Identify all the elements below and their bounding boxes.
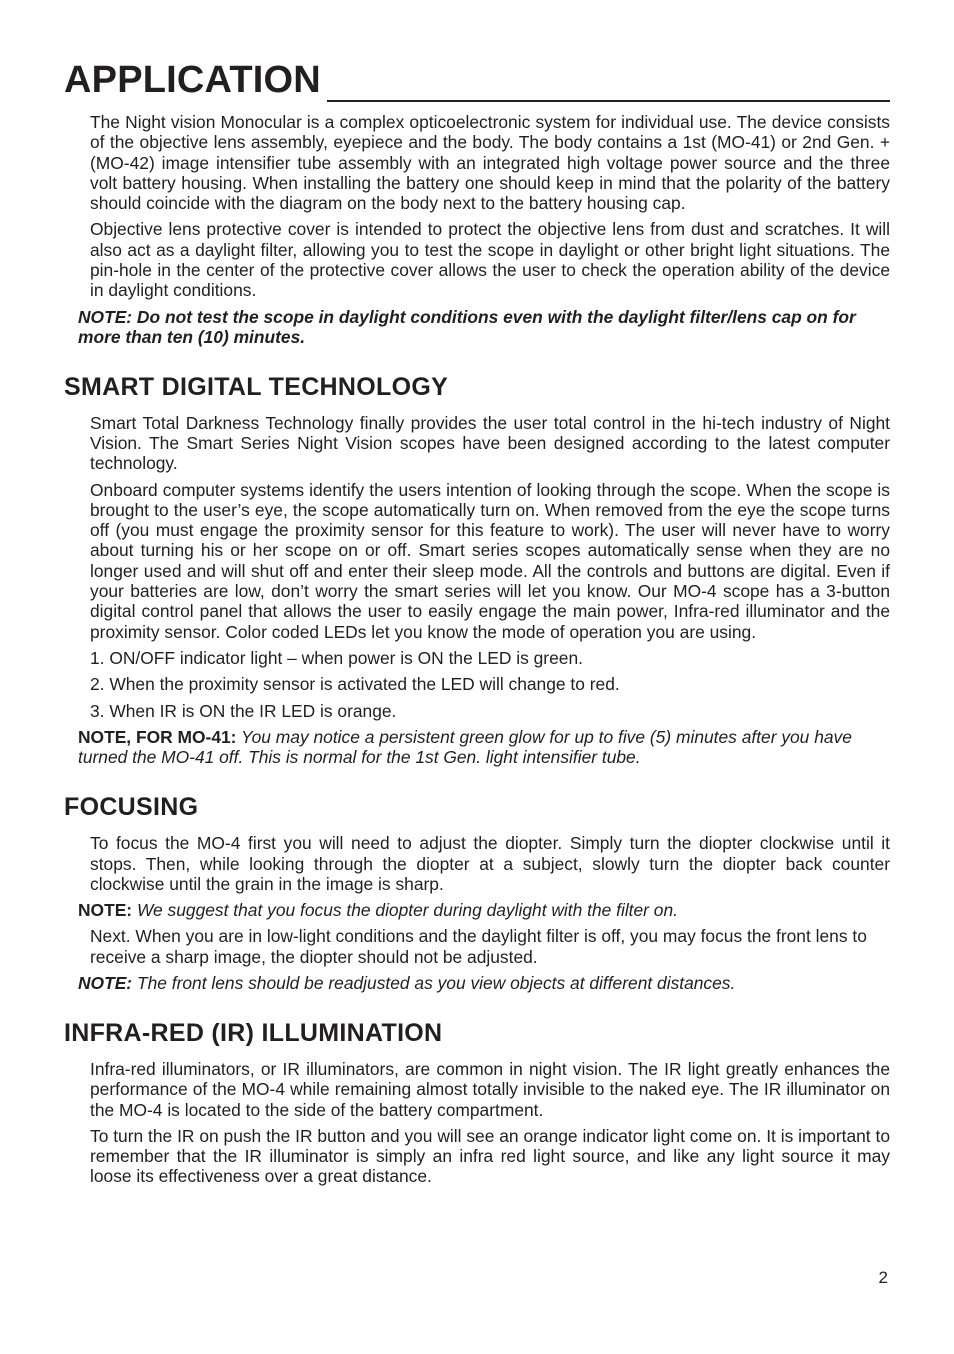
note-label: NOTE: xyxy=(78,972,133,993)
page-number: 2 xyxy=(878,1268,888,1287)
application-note: NOTE: Do not test the scope in daylight conditions even with the daylight filter/lens cap on for more than ten (10) minutes. xyxy=(78,306,856,347)
application-paragraph-1: The Night vision Monocular is a complex opticoelectronic system for individual use. The device consists of the objective lens assembly, eyepiece and the body. The body contains a 1st (MO-41) or 2nd Gen. + (MO-42) image intensifier tube assembly with an integrated high voltage power source and the three volt battery housing. When installing the battery one should keep in mind that the polarity of the battery should coincide with the diagram on the body next to the battery housing cap. xyxy=(90,112,890,214)
section-heading-focusing: FOCUSING xyxy=(64,793,199,822)
ir-illumination-section xyxy=(64,1019,890,1187)
smart-paragraph-1: Smart Total Darkness Technology finally provides the user total control in the hi-tech industry of Night Vision. The Smart Series Night Vision scopes have been designed according to the latest computer technology. xyxy=(90,412,890,474)
smart-digital-technology-section xyxy=(64,373,890,768)
section-heading-smart: SMART DIGITAL TECHNOLOGY xyxy=(64,372,449,401)
page-title: APPLICATION xyxy=(64,58,327,102)
page-content xyxy=(64,112,890,1193)
focusing-section xyxy=(64,793,890,992)
note-text: The front lens should be readjusted as you view objects at different distances. xyxy=(132,972,736,993)
list-item: 1. ON/OFF indicator light – when power is ON the LED is green. xyxy=(90,647,583,668)
application-section xyxy=(64,112,890,347)
focusing-note-1 xyxy=(78,900,890,920)
list-item: 3. When IR is ON the IR LED is orange. xyxy=(90,700,397,721)
title-rule xyxy=(64,58,890,102)
focusing-paragraph-2: Next. When you are in low-light conditions and the daylight filter is off, you may focus the front lens to receive a sharp image, the diopter should not be adjusted. xyxy=(90,926,867,967)
ir-paragraph-2: To turn the IR on push the IR button and you will see an orange indicator light come on. It is important to remember that the IR illuminator is simply an infra red light source, and like any light source it may loose its effectiveness over a great distance. xyxy=(90,1125,890,1187)
note-label: NOTE, FOR MO-41: xyxy=(78,727,237,748)
focusing-paragraph-1: To focus the MO-4 first you will need to adjust the diopter. Simply turn the diopter clockwise until it stops. Then, while looking through the diopter at a subject, slowly turn the diopter back counter clockwise until the grain in the image is sharp. xyxy=(90,833,890,895)
smart-paragraph-2: Onboard computer systems identify the users intention of looking through the scope. When the scope is brought to the user’s eye, the scope automatically turn on. When removed from the eye the scope turns off (you must engage the proximity sensor for this feature to work). The user will never have to worry about turning his or her scope on or off. Smart series scopes automatically sense when they are no longer used and will shut off and enter their sleep mode. All the controls and buttons are digital. Even if your batteries are low, don’t worry the smart series will let you know. Our MO-4 scope has a 3-button digital control panel that allows the user to easily engage the main power, Infra-red illuminator and the proximity sensor. Color coded LEDs let you know the mode of operation you are using. xyxy=(90,479,890,642)
note-label: NOTE: xyxy=(78,900,133,921)
section-heading-ir: INFRA-RED (IR) ILLUMINATION xyxy=(64,1018,443,1047)
application-paragraph-2: Objective lens protective cover is intended to protect the objective lens from dust and scratches. It will also act as a daylight filter, allowing you to test the scope in daylight or other bright light situations. The pin-hole in the center of the protective cover allows the user to check the operation ability of the device in daylight conditions. xyxy=(90,219,890,301)
ir-paragraph-1: Infra-red illuminators, or IR illuminators, are common in night vision. The IR light greatly enhances the performance of the MO-4 while remaining almost totally invisible to the naked eye. The IR illuminator on the MO-4 is located to the side of the battery compartment. xyxy=(90,1058,890,1120)
note-text: We suggest that you focus the diopter during daylight with the filter on. xyxy=(132,900,678,921)
mo41-note xyxy=(78,727,890,767)
list-item: 2. When the proximity sensor is activated the LED will change to red. xyxy=(90,674,620,695)
note-text: You may notice a persistent green glow for up to five (5) minutes after you have turned the MO-41 off. This is normal for the 1st Gen. light intensifier tube. xyxy=(78,727,852,768)
focusing-note-2 xyxy=(78,973,890,993)
